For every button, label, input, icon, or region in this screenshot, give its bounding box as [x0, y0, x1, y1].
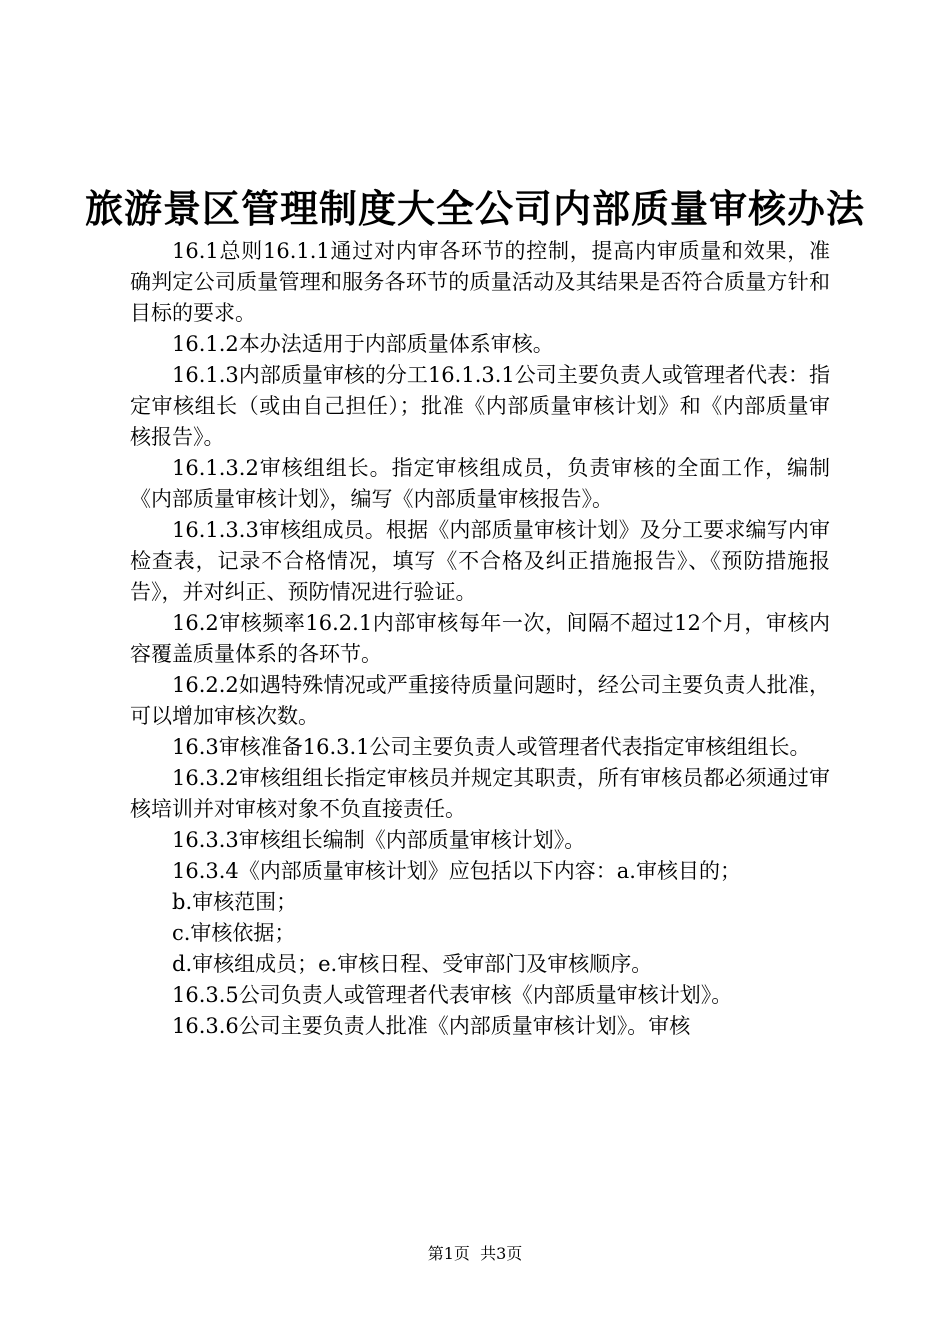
paragraph: 16.3.2审核组组长指定审核员并规定其职责，所有审核员都必须通过审核培训并对审核对象不负直接责任。 [130, 766, 830, 821]
paragraph: 16.3审核准备16.3.1公司主要负责人或管理者代表指定审核组组长。 [172, 735, 811, 759]
paragraph: b.审核范围； [172, 890, 298, 914]
paragraph: 16.1总则16.1.1通过对内审各环节的控制，提高内审质量和效果，准确判定公司质量管理和服务各环节的质量活动及其结果是否符合质量方针和目标的要求。 [130, 239, 830, 325]
paragraph: c.审核依据； [172, 921, 296, 945]
paragraph: 16.3.5公司负责人或管理者代表审核《内部质量审核计划》。 [172, 983, 733, 1007]
document-title: 旅游景区管理制度大全公司内部质量审核办法 [84, 186, 865, 231]
paragraph: 16.1.3内部质量审核的分工16.1.3.1公司主要负责人或管理者代表：指定审核组长（或由自己担任）；批准《内部质量审核计划》和《内部质量审核报告》。 [130, 363, 830, 449]
paragraph: 16.1.3.3审核组成员。根据《内部质量审核计划》及分工要求编写内审检查表，记录不合格情况，填写《不合格及纠正措施报告》、《预防措施报告》，并对纠正、预防情况进行验证。 [130, 518, 830, 604]
document-body [130, 236, 830, 1042]
paragraph: 16.2.2如遇特殊情况或严重接待质量问题时，经公司主要负责人批准，可以增加审核次数。 [130, 673, 830, 728]
paragraph: 16.1.3.2审核组组长。指定审核组成员，负责审核的全面工作，编制《内部质量审核计划》，编写《内部质量审核报告》。 [130, 456, 830, 511]
paragraph: d.审核组成员；e.审核日程、受审部门及审核顺序。 [172, 952, 653, 976]
paragraph: 16.3.3审核组长编制《内部质量审核计划》。 [172, 828, 586, 852]
paragraph: 16.2审核频率16.2.1内部审核每年一次，间隔不超过12个月，审核内容覆盖质量体系的各环节。 [130, 611, 830, 666]
paragraph: 16.3.4《内部质量审核计划》应包括以下内容：a.审核目的； [172, 859, 741, 883]
page-footer: 第1页 共3页 [427, 1244, 523, 1263]
paragraph: 16.1.2本办法适用于内部质量体系审核。 [172, 332, 554, 356]
paragraph: 16.3.6公司主要负责人批准《内部质量审核计划》。审核 [172, 1014, 691, 1038]
